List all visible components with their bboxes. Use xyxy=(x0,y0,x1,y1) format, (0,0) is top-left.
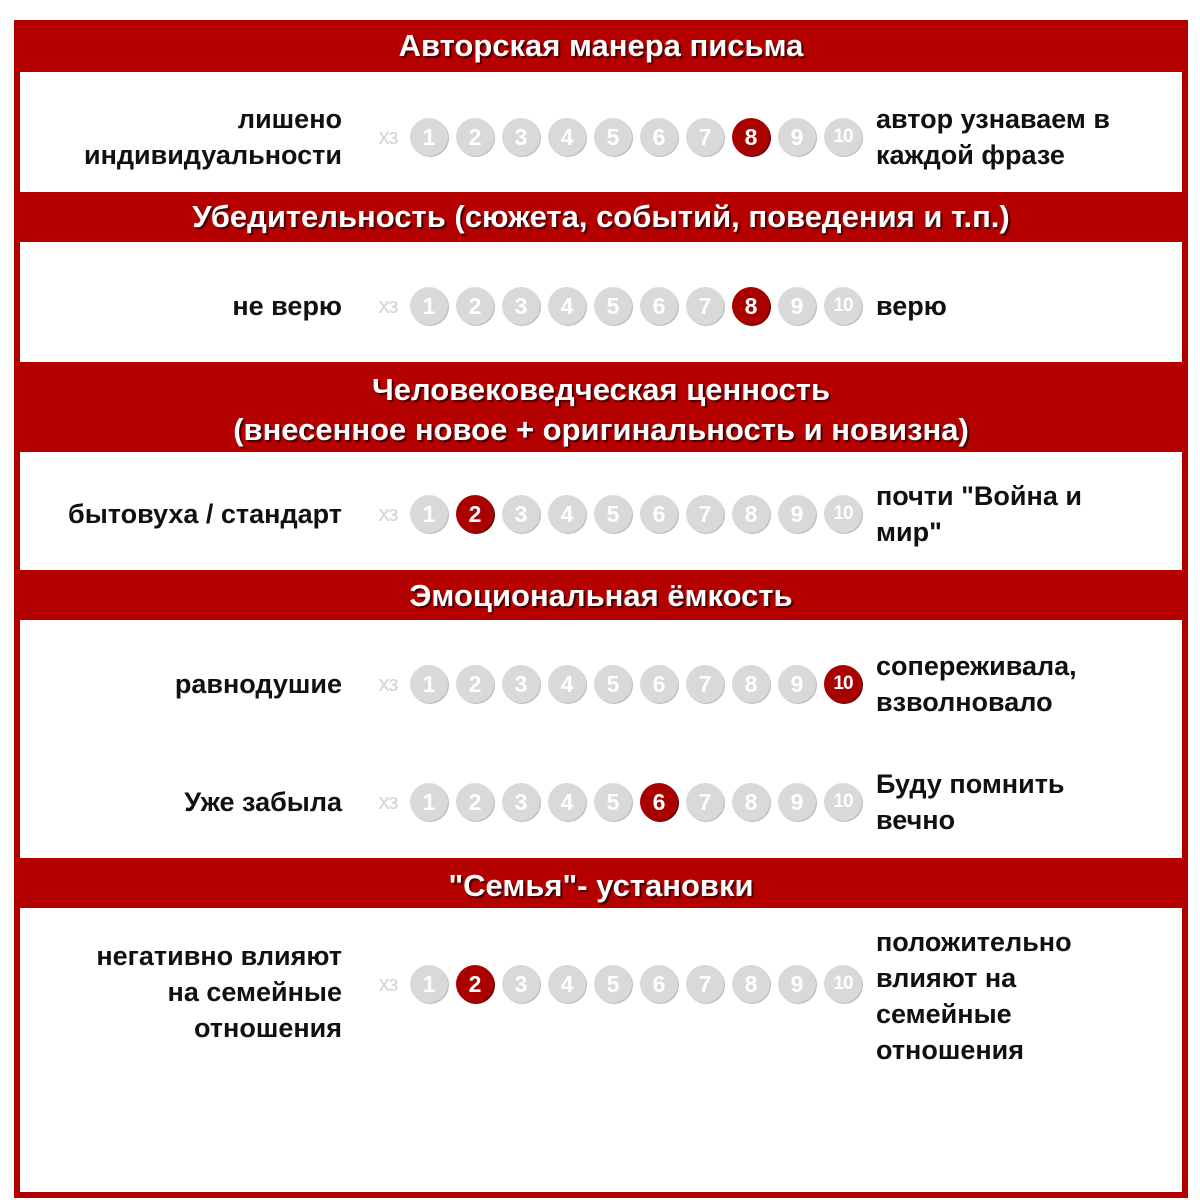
score-circle: 9 xyxy=(778,287,816,325)
section-title: "Семья"- установки xyxy=(448,868,754,903)
rating-scale xyxy=(366,644,870,724)
score-circle: 9 xyxy=(778,495,816,533)
rating-scale xyxy=(366,266,870,346)
score-circle-selected: 2 xyxy=(456,495,494,533)
score-circle: 8 xyxy=(732,495,770,533)
section-header xyxy=(14,362,1188,452)
score-circle: 5 xyxy=(594,965,632,1003)
score-circle: 1 xyxy=(410,965,448,1003)
scale-xz-label: хз xyxy=(378,124,398,149)
score-circle: 5 xyxy=(594,783,632,821)
scale-xz-label: хз xyxy=(378,671,398,696)
score-circle: 3 xyxy=(502,783,540,821)
score-circle: 3 xyxy=(502,665,540,703)
score-circle: 9 xyxy=(778,665,816,703)
score-circle: 3 xyxy=(502,495,540,533)
score-circle: 3 xyxy=(502,287,540,325)
section-header xyxy=(14,192,1188,242)
score-circle: 6 xyxy=(640,665,678,703)
score-circle: 6 xyxy=(640,118,678,156)
score-circle: 1 xyxy=(410,495,448,533)
score-circle: 10 xyxy=(824,118,862,156)
score-circle: 1 xyxy=(410,783,448,821)
right-label: почти "Война и мир" xyxy=(876,481,1082,547)
left-label: равнодушие xyxy=(174,669,342,699)
score-circle: 4 xyxy=(548,287,586,325)
score-circle: 4 xyxy=(548,118,586,156)
score-circle: 8 xyxy=(732,783,770,821)
section-title: Убедительность (сюжета, событий, поведения и т.п.) xyxy=(192,199,1010,234)
score-circle: 3 xyxy=(502,118,540,156)
score-circle: 7 xyxy=(686,118,724,156)
score-circle: 2 xyxy=(456,665,494,703)
section-subtitle: (внесенное новое + оригинальность и новизна) xyxy=(233,412,969,447)
scale-xz-label: хз xyxy=(378,501,398,526)
score-circle: 7 xyxy=(686,287,724,325)
rating-row xyxy=(14,644,1188,724)
section-title: Эмоциональная ёмкость xyxy=(409,578,793,613)
left-label: негативно влияют на семейные отношения xyxy=(96,941,342,1043)
score-circle: 9 xyxy=(778,965,816,1003)
score-circle-selected: 8 xyxy=(732,118,770,156)
section-title: Человековедческая ценность xyxy=(371,372,831,407)
score-circle: 5 xyxy=(594,118,632,156)
right-label: положительно влияют на семейные отношения xyxy=(876,927,1072,1065)
score-circle: 4 xyxy=(548,665,586,703)
score-circle: 2 xyxy=(456,118,494,156)
section-header xyxy=(14,20,1188,72)
rating-scale xyxy=(366,97,870,177)
score-circle: 7 xyxy=(686,965,724,1003)
score-circle: 10 xyxy=(824,495,862,533)
score-circle: 3 xyxy=(502,965,540,1003)
rating-row xyxy=(14,762,1188,842)
scale-xz-label: хз xyxy=(378,293,398,318)
section-header xyxy=(14,570,1188,620)
score-circle: 10 xyxy=(824,287,862,325)
score-circle: 6 xyxy=(640,495,678,533)
score-circle: 8 xyxy=(732,965,770,1003)
left-label: лишено индивидуальности xyxy=(83,104,342,170)
score-circle: 6 xyxy=(640,965,678,1003)
score-circle: 5 xyxy=(594,495,632,533)
score-circle: 4 xyxy=(548,965,586,1003)
rating-row xyxy=(14,924,1188,1064)
score-circle: 10 xyxy=(824,965,862,1003)
score-circle: 2 xyxy=(456,783,494,821)
rating-scale xyxy=(366,914,870,1054)
score-circle: 10 xyxy=(824,783,862,821)
right-label: сопереживала, взволновало xyxy=(876,651,1077,717)
score-circle: 9 xyxy=(778,118,816,156)
score-circle: 4 xyxy=(548,495,586,533)
score-circle: 6 xyxy=(640,287,678,325)
score-circle: 1 xyxy=(410,287,448,325)
score-circle: 5 xyxy=(594,287,632,325)
score-circle: 9 xyxy=(778,783,816,821)
rating-scale xyxy=(366,474,870,554)
score-circle: 8 xyxy=(732,665,770,703)
right-label: Буду помнить вечно xyxy=(876,769,1065,835)
score-circle-selected: 8 xyxy=(732,287,770,325)
rating-row xyxy=(14,97,1188,177)
left-label: Уже забыла xyxy=(184,787,342,817)
scale-xz-label: хз xyxy=(378,789,398,814)
score-circle: 1 xyxy=(410,665,448,703)
left-label: не верю xyxy=(232,291,342,321)
right-label: верю xyxy=(876,291,947,321)
section-header xyxy=(14,858,1188,908)
section-title: Авторская манера письма xyxy=(398,28,804,63)
score-circle: 4 xyxy=(548,783,586,821)
score-circle: 7 xyxy=(686,665,724,703)
score-circle-selected: 6 xyxy=(640,783,678,821)
score-circle-selected: 2 xyxy=(456,965,494,1003)
score-circle: 2 xyxy=(456,287,494,325)
right-label: автор узнаваем в каждой фразе xyxy=(876,104,1111,170)
left-label: бытовуха / стандарт xyxy=(68,499,342,529)
score-circle: 1 xyxy=(410,118,448,156)
score-circle: 5 xyxy=(594,665,632,703)
score-circle: 7 xyxy=(686,495,724,533)
rating-row xyxy=(14,474,1188,554)
score-circle: 7 xyxy=(686,783,724,821)
scale-xz-label: хз xyxy=(378,971,398,996)
score-circle-selected: 10 xyxy=(824,665,862,703)
rating-scale xyxy=(366,762,870,842)
rating-row xyxy=(14,266,1188,346)
